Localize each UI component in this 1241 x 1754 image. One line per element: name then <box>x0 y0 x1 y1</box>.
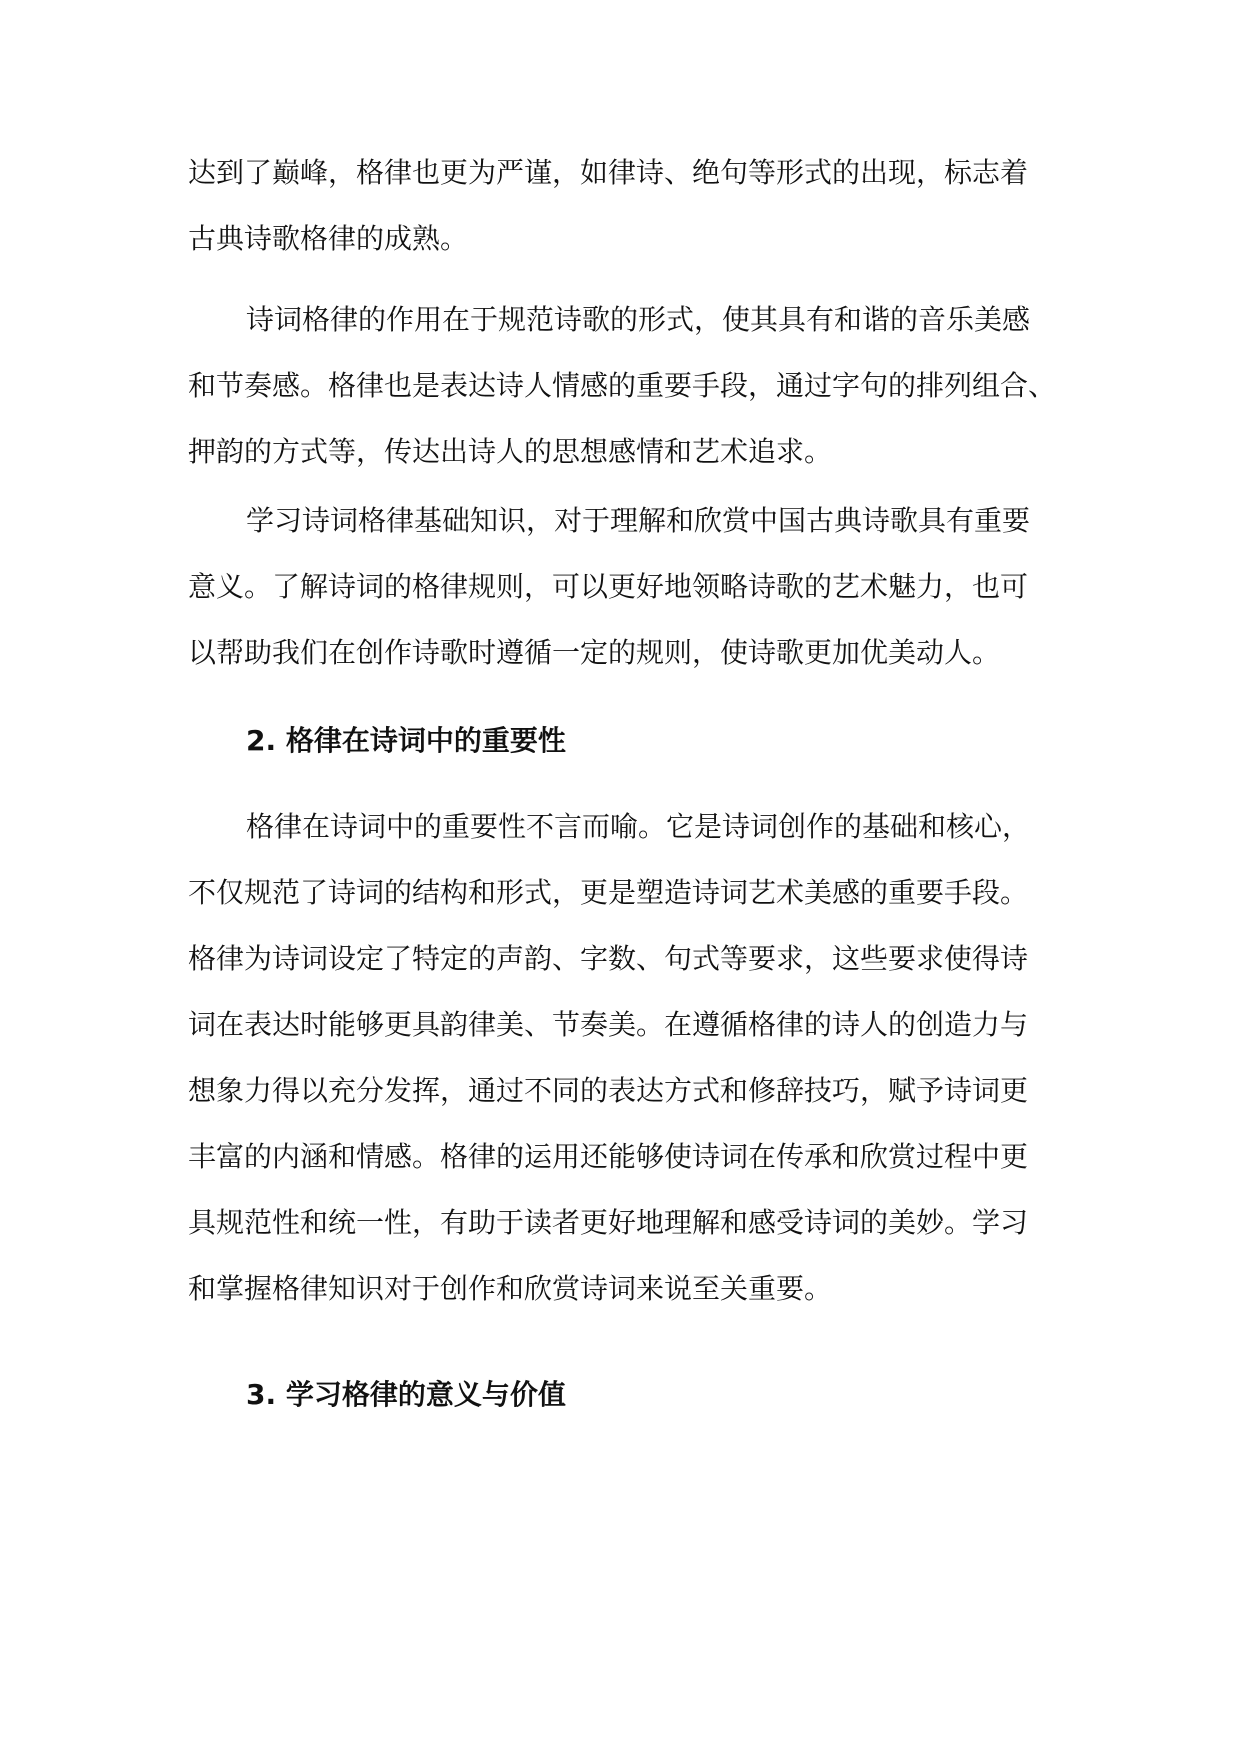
text-line: 学习诗词格律基础知识，对于理解和欣赏中国古典诗歌具有重要 <box>246 504 1031 537</box>
text-line: 达到了巅峰，格律也更为严谨，如律诗、绝句等形式的出现，标志着 <box>188 156 1029 189</box>
section-heading: 2. 格律在诗词中的重要性 <box>246 724 566 757</box>
text-line: 以帮助我们在创作诗歌时遵循一定的规则，使诗歌更加优美动人。 <box>188 636 1001 669</box>
text-line: 具规范性和统一性，有助于读者更好地理解和感受诗词的美妙。学习 <box>188 1206 1029 1239</box>
text-line: 古典诗歌格律的成熟。 <box>188 222 469 255</box>
text-line: 丰富的内涵和情感。格律的运用还能够使诗词在传承和欣赏过程中更 <box>188 1140 1029 1173</box>
text-line: 押韵的方式等，传达出诗人的思想感情和艺术追求。 <box>188 435 833 468</box>
text-line: 和掌握格律知识对于创作和欣赏诗词来说至关重要。 <box>188 1272 833 1305</box>
text-line: 想象力得以充分发挥，通过不同的表达方式和修辞技巧，赋予诗词更 <box>188 1074 1029 1107</box>
text-line: 诗词格律的作用在于规范诗歌的形式，使其具有和谐的音乐美感 <box>246 303 1031 336</box>
text-line: 格律在诗词中的重要性不言而喻。它是诗词创作的基础和核心， <box>246 810 1031 843</box>
text-line: 和节奏感。格律也是表达诗人情感的重要手段，通过字句的排列组合、 <box>188 369 1057 402</box>
text-line: 不仅规范了诗词的结构和形式，更是塑造诗词艺术美感的重要手段。 <box>188 876 1029 909</box>
section-heading: 3. 学习格律的意义与价值 <box>246 1378 566 1411</box>
text-line: 格律为诗词设定了特定的声韵、字数、句式等要求，这些要求使得诗 <box>188 942 1029 975</box>
text-line: 词在表达时能够更具韵律美、节奏美。在遵循格律的诗人的创造力与 <box>188 1008 1029 1041</box>
text-line: 意义。了解诗词的格律规则，可以更好地领略诗歌的艺术魅力，也可 <box>188 570 1029 603</box>
